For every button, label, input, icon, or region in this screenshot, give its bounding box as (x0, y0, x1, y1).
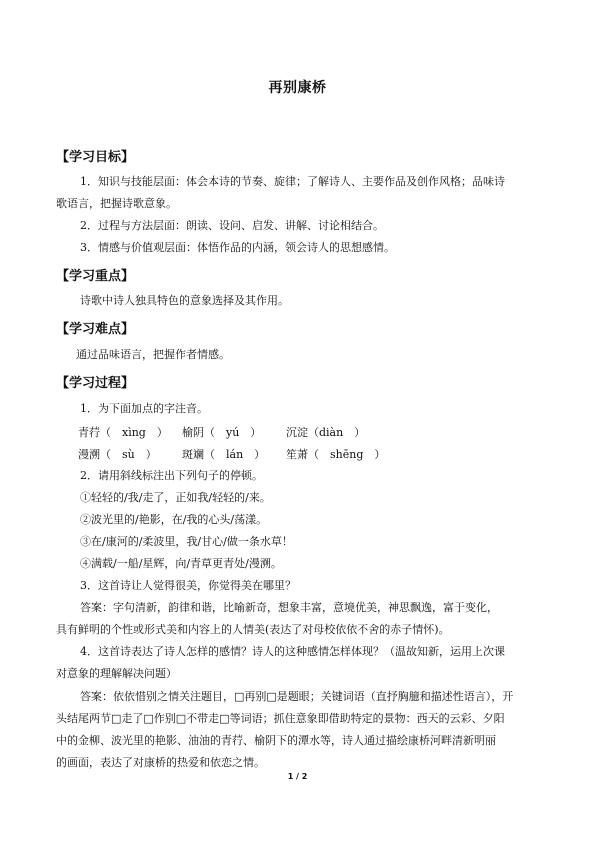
heading-difficulties: 【学习难点】 (56, 322, 135, 337)
answer-3-line-1: 答案：字句清新，韵律和谐，比喻新奇，想象丰富，意境优美，神思飘逸，富于变化， (80, 601, 498, 614)
heading-learning-process: 【学习过程】 (56, 376, 135, 391)
difficulties-text: 通过品味语言，把握作者情感。 (76, 348, 230, 361)
question-3: 3．这首诗让人觉得很美，你觉得美在哪里？ (80, 579, 296, 592)
heading-key-points: 【学习重点】 (56, 269, 135, 284)
sentence-1: ①轻轻的/我/走了，正如我/轻轻的/来。 (80, 491, 271, 504)
pinyin-item: 笙萧（ shēng ） (286, 448, 386, 461)
answer-4-line-2: 头结尾两节□走了□作别□不带走□等词语；抓住意象即借助特定的景物：西天的云彩、夕阳 (56, 712, 505, 725)
goal-item-1-line-2: 歌语言，把握诗歌意象。 (56, 197, 177, 210)
sentence-3: ③在/康河的/柔波里，我/甘心/做一条水草！ (80, 535, 293, 548)
goal-item-1-line-1: 1．知识与技能层面：体会本诗的节奏、旋律；了解诗人、主要作品及创作风格；品味诗 (80, 175, 505, 188)
key-points-text: 诗歌中诗人独具特色的意象选择及其作用。 (80, 294, 289, 307)
pinyin-item: 斑斓（ lán ） (182, 448, 266, 461)
sentence-2: ②波光里的/艳影，在/我的心头/荡漾。 (80, 513, 268, 526)
question-4-line-1: 4．这首诗表达了诗人怎样的感情？诗人的这种感情怎样体现？（温故知新，运用上次课 (80, 645, 505, 658)
goal-item-3: 3．情感与价值观层面：体悟作品的内涵，领会诗人的思想感情。 (80, 241, 395, 254)
pinyin-item: 漫溯（ sù ） (78, 448, 157, 461)
page-title: 再别康桥 (268, 80, 327, 96)
sentence-4: ④满载/一船/星辉，向/青草更青处/漫溯。 (80, 557, 282, 570)
answer-3-line-2: 具有鲜明的个性或形式美和内容上的人情美(表达了对母校依依不舍的赤子情怀)。 (56, 623, 450, 636)
goal-item-2: 2．过程与方法层面：朗读、设问、启发、讲解、讨论相结合。 (80, 219, 384, 232)
question-1: 1．为下面加点的字注音。 (80, 402, 208, 415)
answer-4-line-1: 答案：依依惜别之情关注题目，□再别□是题眼；关键词语（直抒胸臆和描述性语言），开 (80, 690, 514, 703)
page-number: 1 / 2 (287, 772, 308, 781)
answer-4-line-4: 的画面，表达了对康桥的热爱和依恋之情。 (56, 756, 265, 769)
pinyin-item: 青荇（ xìng ） (78, 426, 168, 439)
question-4-line-2: 对意象的理解解决问题） (56, 667, 177, 680)
question-2: 2．请用斜线标注出下列句子的停顿。 (80, 469, 263, 482)
pinyin-item: 榆阴（ yú ） (182, 426, 262, 439)
heading-learning-goals: 【学习目标】 (56, 150, 135, 165)
answer-4-line-3: 中的金柳、波光里的艳影、油油的青荇、榆阴下的潭水等，诗人通过描绘康桥河畔清新明丽 (56, 734, 496, 747)
pinyin-item: 沉淀（diàn ） (286, 426, 366, 439)
